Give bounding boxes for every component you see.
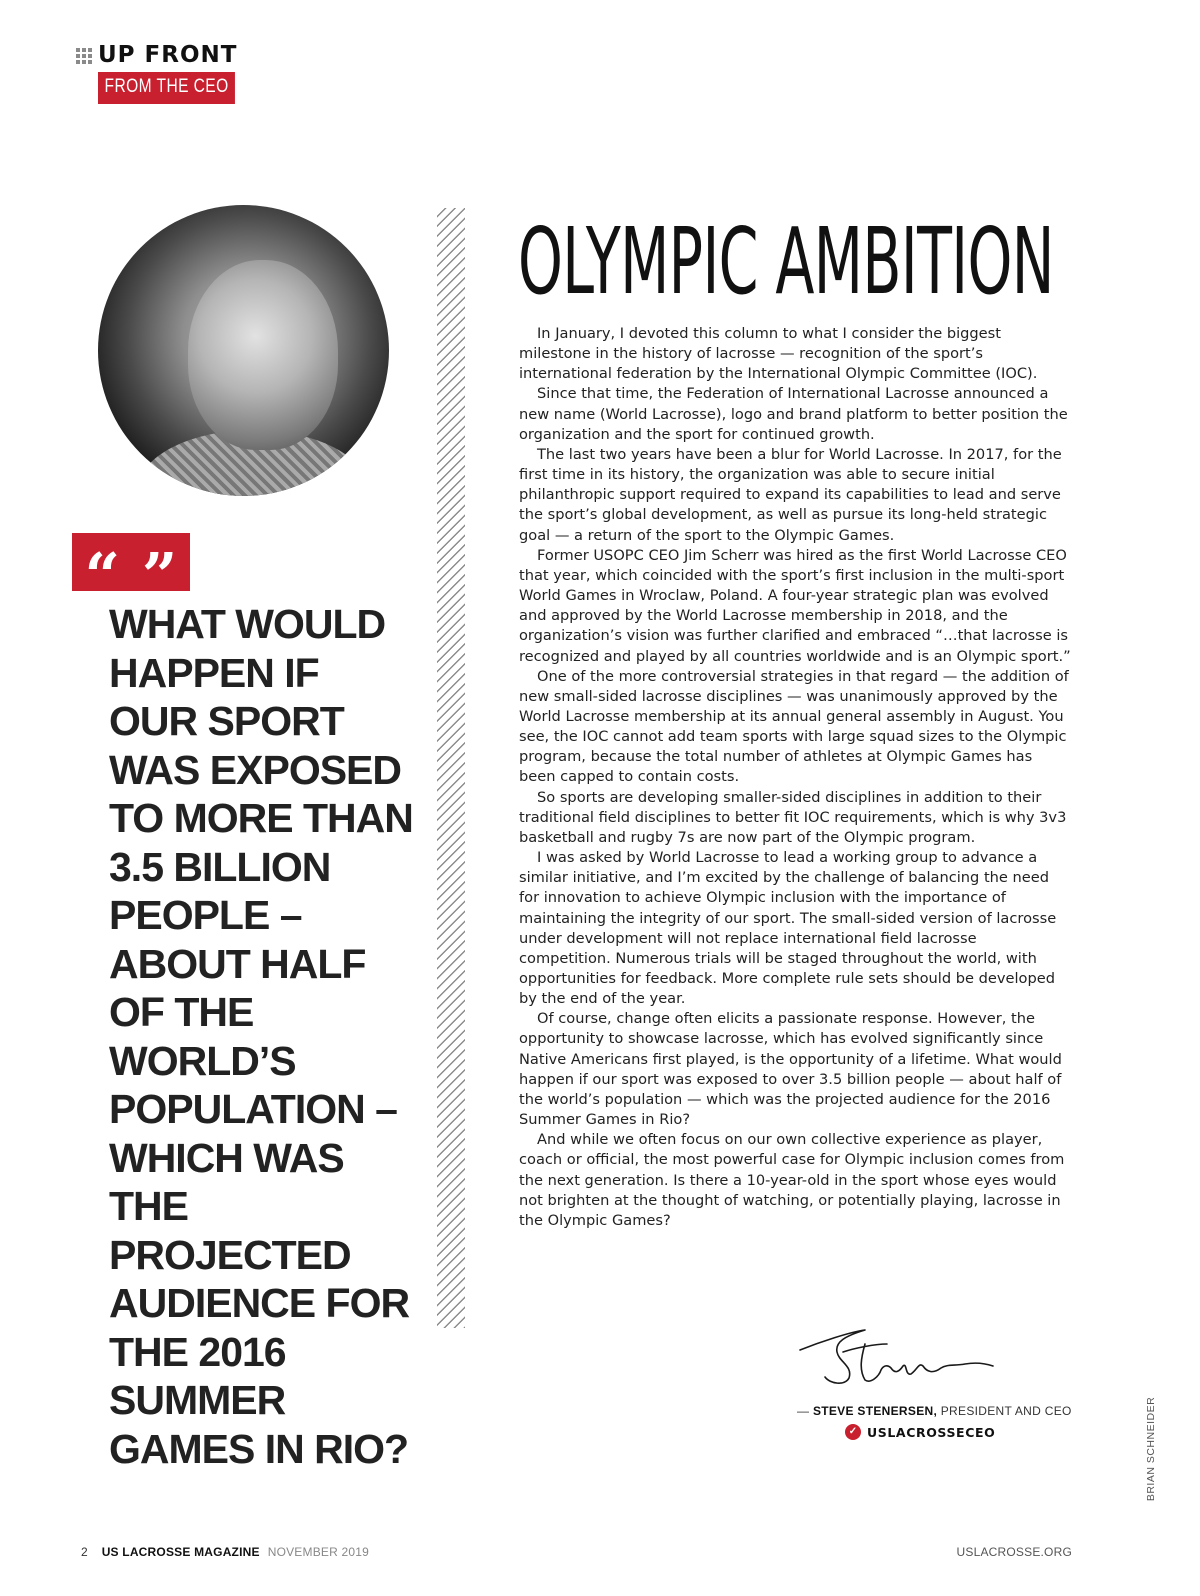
article-paragraph: In January, I devoted this column to what I consider the biggest milestone in the history of lacrosse — recognition of the sport’s international federation by the International Olympic Committee (IOC). — [519, 325, 1038, 383]
footer-left — [81, 1545, 369, 1559]
article-headline: OLYMPIC AMBITION — [518, 208, 1054, 315]
article-paragraph: One of the more controversial strategies in that regard — the addition of new small-sided lacrosse disciplines — was unanimously approved by the World Lacrosse membership at its annual general assembly in August. You see, the IOC cannot add team sports with large squad sizes to the Olympic program, because the total number of athletes at Olympic Games has been capped to contain costs. — [519, 667, 1069, 786]
twitter-handle-row[interactable] — [845, 1424, 995, 1440]
website-link[interactable]: USLACROSSE.ORG — [956, 1545, 1072, 1559]
article-paragraph: Of course, change often elicits a passionate response. However, the opportunity to showcase lacrosse, which has evolved significantly since Native Americans first played, is the opportunity of a lifetime. What would happen if our sport was exposed to over 3.5 billion people — about half of the world’s population — which was the projected audience for the 2016 Summer Games in Rio? — [519, 1010, 1062, 1129]
article-paragraph: The last two years have been a blur for World Lacrosse. In 2017, for the first time in its history, the organization was able to secure initial philanthropic support required to expand its capabilities to lead and serve the sport’s global development, as well as pursue its long-held strategic goal — a return of the sport to the Olympic Games. — [519, 445, 1062, 544]
section-subtitle: FROM THE CEO — [98, 72, 235, 104]
article-paragraph: And while we often focus on our own collective experience as player, coach or official, the most powerful case for Olympic inclusion comes from the next generation. Is there a 10-year-old in the sport whose eyes would not brighten at the thought of watching, or potentially playing, lacrosse in the Olympic Games? — [519, 1131, 1065, 1229]
page-number: 2 — [81, 1545, 88, 1559]
portrait-face — [188, 260, 338, 450]
photo-credit-text: BRIAN SCHNEIDER — [1145, 1396, 1157, 1502]
article-paragraph: Former USOPC CEO Jim Scherr was hired as the first World Lacrosse CEO that year, which coincided with the sport’s first inclusion in the multi-sport World Games in Wroclaw, Poland. A four-year strategic plan was evolved and approved by the World Lacrosse membership in 2018, and the organization’s vision was further clarified and embraced “…that lacrosse is recognized and played by all countries worldwide and is an Olympic sport.” — [519, 546, 1071, 665]
section-title: UP FRONT — [98, 42, 238, 68]
magazine-name: US LACROSSE MAGAZINE — [101, 1545, 260, 1559]
grid-dots-icon — [76, 48, 92, 64]
author-role: PRESIDENT AND CEO — [937, 1404, 1072, 1418]
signature-byline — [797, 1404, 1072, 1418]
handwritten-signature — [795, 1322, 995, 1392]
article-paragraph: So sports are developing smaller-sided disciplines in addition to their traditional field disciplines to better fit IOC requirements, which is why 3v3 basketball and rugby 7s are now part of the Olympic program. — [519, 788, 1067, 846]
byline-prefix: — — [797, 1404, 813, 1418]
pull-quote: WHAT WOULD HAPPEN IF OUR SPORT WAS EXPOSED TO MORE THAN 3.5 BILLION PEOPLE – ABOUT HALF OF THE WORLD’S POPULATION – WHICH WAS THE PROJECTED AUDIENCE FOR THE 2016 SUMMER GAMES IN RIO? — [109, 601, 413, 1472]
quote-mark-icon: “ ” — [72, 533, 190, 591]
hatched-divider — [437, 208, 465, 1328]
section-header — [76, 44, 237, 67]
author-name: STEVE STENERSEN, — [812, 1404, 938, 1418]
photo-credit — [1144, 1396, 1158, 1502]
article-paragraph: I was asked by World Lacrosse to lead a working group to advance a similar initiative, and I’m excited by the challenge of balancing the need for innovation to achieve Olympic inclusion with the importance of maintaining the integrity of our sport. The small-sided version of lacrosse under development will not replace international field lacrosse competition. Numerous trials will be staged throughout the world, with opportunities for feedback. More complete rule sets should be developed by the end of the year. — [519, 849, 1057, 1008]
article-body — [519, 324, 1072, 1231]
twitter-icon: ✓ — [845, 1424, 861, 1440]
article-paragraph: Since that time, the Federation of International Lacrosse announced a new name (World Lacrosse), logo and brand platform to better position the organization and the sport for continued growth. — [519, 385, 1068, 443]
twitter-handle[interactable]: USLACROSSECEO — [867, 1424, 996, 1440]
issue-date: NOVEMBER 2019 — [267, 1545, 370, 1559]
ceo-portrait — [98, 205, 389, 496]
